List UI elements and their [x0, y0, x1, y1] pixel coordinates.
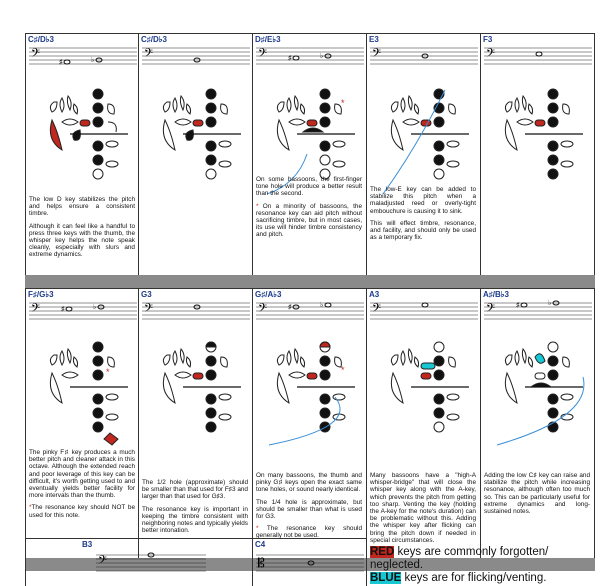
cell-b-3: [25, 538, 253, 586]
legend: [370, 546, 598, 585]
staff: [29, 299, 137, 321]
cell-f-3: [481, 34, 595, 276]
note-name: C♯/D♭3: [28, 35, 54, 44]
note-name: C♯/D♭3: [141, 35, 167, 44]
note-name: C4: [255, 540, 266, 549]
fingering-diagram: [153, 337, 245, 447]
fingering-diagram: [153, 84, 245, 194]
svg-text:♭: ♭: [548, 300, 552, 307]
staff: [256, 551, 364, 573]
cell-c-4: [253, 538, 367, 586]
svg-text:♭: ♭: [320, 53, 324, 60]
svg-text:♭: ♭: [93, 304, 97, 311]
svg-text:𝄢: 𝄢: [258, 47, 268, 63]
note-name: A3: [369, 290, 380, 299]
svg-text:𝄢: 𝄢: [258, 302, 268, 318]
note-name: F♯/G♭3: [28, 290, 54, 299]
red-note: * On a minority of bassoons, the resonance key can aid pitch without sacrificing timbre, but in most cases, its use will hinder timbre consistency and pitch.: [256, 202, 362, 239]
svg-text:♯: ♯: [59, 59, 63, 66]
svg-text:♯: ♯: [516, 302, 520, 309]
paragraph: The pinky F♯ key produces a much better pitch and cleaner attack in this octave. Although the extended reach and poor leverage of this key can be difficult, it's worth getting used to and eventually yields better facility for more intervals than the thumb.: [29, 449, 135, 500]
staff: [142, 44, 250, 66]
fingering-diagram: [381, 337, 473, 447]
note-text: [370, 472, 476, 549]
note-text: [29, 449, 135, 524]
paragraph: The resonance key is important in keeping the timbre consistent with neighboring notes and typically yields better intonation.: [142, 505, 248, 535]
note-text: [484, 472, 590, 520]
svg-text:𝄢: 𝄢: [144, 47, 154, 63]
cell-e-3: [367, 34, 481, 276]
cell-a-sharp-3: [481, 289, 595, 559]
note-name: G♯/A♭3: [255, 290, 282, 299]
svg-text:𝄡: 𝄡: [258, 556, 265, 570]
svg-text:𝄢: 𝄢: [372, 302, 382, 318]
note-text: [256, 472, 362, 545]
cell-d-sharp-3: [253, 34, 367, 276]
staff: [256, 44, 364, 66]
fingering-diagram: [40, 337, 132, 447]
legend-red: [370, 546, 598, 572]
cell-f-sharp-3: [25, 289, 139, 559]
svg-text:𝄢: 𝄢: [372, 47, 382, 63]
note-name: A♯/B♭3: [483, 290, 509, 299]
svg-text:𝄢: 𝄢: [144, 302, 154, 318]
fingering-diagram: [381, 84, 473, 194]
paragraph: Many bassoons have a "high-A whisper-bridge" that will close the whisper key along with the A-key, which prevents the pitch from getting too sharp. Venting the key (holding the A-key for the note's duration) can be problematic without this. Adding the whisper key after flicking can bring the pitch down if needed in special circumstances.: [370, 472, 476, 544]
paragraph: The 1/4 hole is approximate, but should be smaller than what is used for G3.: [256, 498, 362, 521]
svg-text:♯: ♯: [288, 304, 292, 311]
paragraph: Adding the low C♯ key can raise and stabilize the pitch while increasing resonance, although often too much so. This can be particularly useful for extreme dynamics and long-sustained notes.: [484, 472, 590, 516]
note-text: [142, 479, 248, 539]
row-2: [25, 288, 595, 559]
note-name: B3: [82, 540, 93, 549]
staff: [484, 44, 592, 66]
staff: [370, 44, 478, 66]
paragraph: The low-E key can be added to stabilize this pitch when a maladjusted reed or overly-tight embouchure is causing it to sink.: [370, 186, 476, 215]
cell-g-sharp-3: [253, 289, 367, 559]
staff: [370, 299, 478, 321]
row-1: [25, 33, 595, 276]
staff: [484, 299, 592, 321]
note-text: [256, 176, 362, 244]
svg-text:*: *: [106, 367, 110, 377]
paragraph: This will effect timbre, resonance, and facility, and should only be used as a temporary fix.: [370, 219, 476, 242]
cell-c-sharp-3a: [25, 34, 139, 276]
cell-a-3: [367, 289, 481, 559]
note-text: [370, 186, 476, 246]
note-name: F3: [483, 35, 493, 44]
fingering-diagram: [40, 84, 132, 194]
svg-text:*: *: [341, 365, 345, 375]
fingering-diagram: [495, 337, 587, 447]
fingering-chart: [25, 33, 595, 586]
staff: [142, 299, 250, 321]
svg-text:𝄢: 𝄢: [486, 302, 496, 318]
red-note: * The resonance key should generally not be used.: [256, 525, 362, 540]
note-name: G3: [141, 290, 152, 299]
red-note: *The resonance key should NOT be used for this note.: [29, 504, 135, 519]
svg-text:𝄢: 𝄢: [98, 554, 108, 570]
paragraph: Although it can feel like a handful to press three keys with the thumb, the whisper key helps the note speak cleanly, especially with slurs and extreme dynamics.: [29, 222, 135, 259]
svg-text:♭: ♭: [320, 302, 324, 309]
paragraph: The low D key stabilizes the pitch and helps ensure a consistent timbre.: [29, 196, 135, 218]
svg-text:♯: ♯: [61, 306, 65, 313]
svg-text:♯: ♯: [288, 55, 292, 62]
legend-red-word: RED: [370, 546, 395, 558]
staff: [256, 299, 364, 321]
svg-text:𝄢: 𝄢: [486, 47, 496, 63]
note-name: E3: [369, 35, 379, 44]
svg-text:♭: ♭: [91, 57, 95, 64]
svg-text:𝄢: 𝄢: [31, 47, 41, 63]
note-name: D♯/E♭3: [255, 35, 281, 44]
paragraph: The 1/2 hole (approximate) should be smaller than that used for F♯3 and larger than that used for G♯3.: [142, 479, 248, 501]
svg-text:*: *: [341, 98, 345, 108]
svg-text:𝄢: 𝄢: [31, 302, 41, 318]
legend-blue: [370, 572, 598, 585]
row-separator: [25, 275, 595, 288]
fingering-diagram: [495, 84, 587, 194]
staff: [29, 44, 137, 66]
cell-g-3: [139, 289, 253, 559]
staff: [96, 551, 206, 573]
legend-blue-word: BLUE: [370, 572, 402, 584]
paragraph: On some bassoons, the first-finger tone hole will produce a better result than the second.: [256, 176, 362, 198]
legend-red-text: keys are commonly forgotten/ neglected.: [370, 546, 549, 571]
paragraph: On many bassoons, the thumb and pinky G♯ keys open the exact same tone holes, or sound nearly identical.: [256, 472, 362, 494]
fingering-diagram: [267, 337, 359, 447]
note-text: [29, 196, 135, 264]
legend-blue-text: keys are for flicking/venting.: [401, 572, 547, 584]
cell-c-sharp-3b: [139, 34, 253, 276]
